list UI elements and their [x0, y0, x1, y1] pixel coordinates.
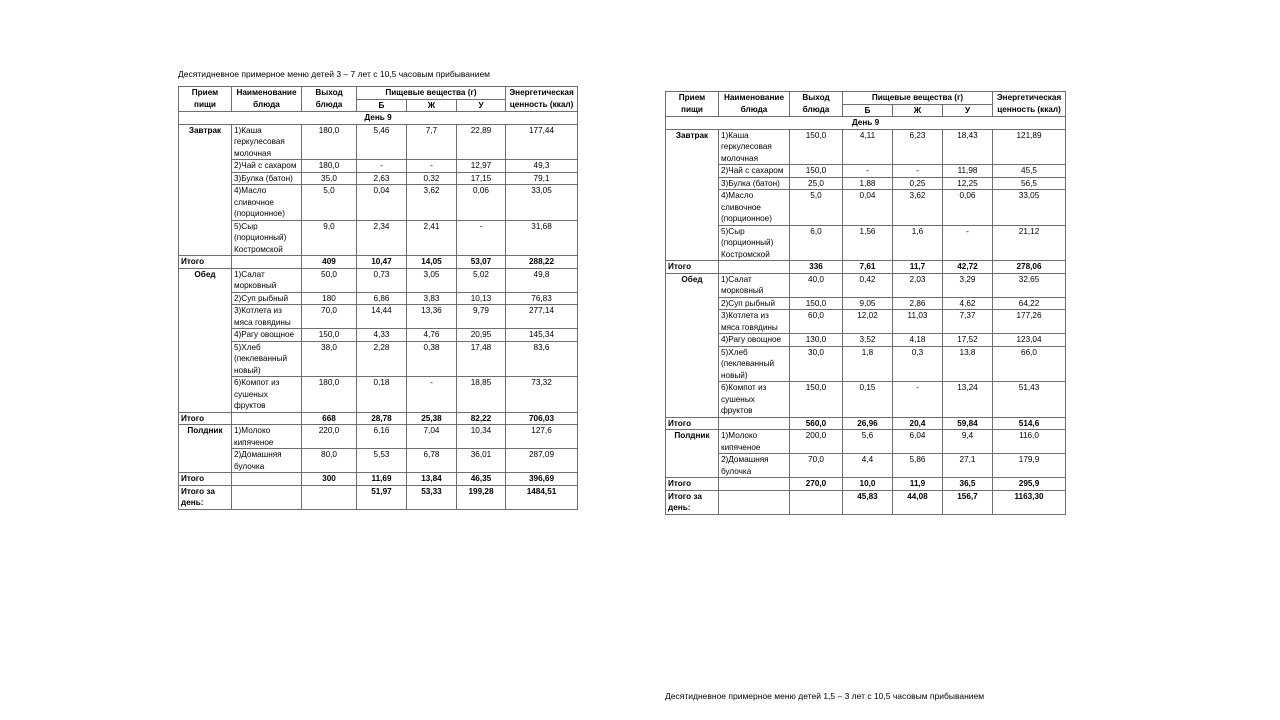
dish-protein: 6,16	[357, 425, 407, 449]
dish-output: 25,0	[790, 177, 843, 190]
dish-protein: 9,05	[843, 297, 893, 310]
dish-carbs: 12,25	[943, 177, 993, 190]
dish-protein: 2,28	[357, 341, 407, 377]
dish-energy: 79,1	[506, 172, 578, 185]
table-row	[666, 382, 1066, 418]
dish-protein: 0,04	[357, 185, 407, 221]
meal-total-row	[666, 261, 1066, 274]
meal-total-energy: 295,9	[993, 478, 1066, 491]
protein-column-header: Б	[357, 99, 407, 112]
dish-fat: 13,36	[407, 305, 457, 329]
dish-output: 38,0	[302, 341, 357, 377]
dish-protein: 6,86	[357, 292, 407, 305]
dish-energy: 287,09	[506, 449, 578, 473]
meal-total-row	[179, 256, 578, 269]
day-total-empty	[719, 490, 790, 514]
meal-total-fat: 14,05	[407, 256, 457, 269]
dish-name: 1)Молоко кипяченое	[232, 425, 302, 449]
dish-name: 3)Котлета из мяса говядины	[232, 305, 302, 329]
dish-fat: 0,25	[893, 177, 943, 190]
dish-protein: 0,42	[843, 273, 893, 297]
dish-carbs: 9,4	[943, 430, 993, 454]
meal-total-output: 560,0	[790, 417, 843, 430]
menu-caption-1-5-3: Десятидневное примерное меню детей 1,5 – 3 лет с 10,5 часовым прибыванием	[665, 691, 985, 701]
dish-carbs: 18,43	[943, 129, 993, 165]
meal-total-empty	[719, 478, 790, 491]
dish-carbs: 3,29	[943, 273, 993, 297]
dish-name: 3)Булка (батон)	[719, 177, 790, 190]
dish-energy: 121,89	[993, 129, 1066, 165]
day-label: День 9	[666, 117, 1066, 130]
meal-total-label: Итого	[666, 478, 719, 491]
dish-energy: 127,6	[506, 425, 578, 449]
meal-total-carbs: 59,84	[943, 417, 993, 430]
protein-column-header: Б	[843, 104, 893, 117]
meal-total-output: 270,0	[790, 478, 843, 491]
day-total-output	[302, 485, 357, 509]
dish-carbs: 10,13	[457, 292, 506, 305]
dish-protein: 1,88	[843, 177, 893, 190]
meal-name: Обед	[179, 268, 232, 412]
dish-carbs: 20,95	[457, 329, 506, 342]
dish-carbs: 10,34	[457, 425, 506, 449]
dish-name: 2)Суп рыбный	[232, 292, 302, 305]
dish-carbs: 17,48	[457, 341, 506, 377]
dish-name: 2)Домашняя булочка	[232, 449, 302, 473]
fat-column-header: Ж	[893, 104, 943, 117]
dish-fat: 0,38	[407, 341, 457, 377]
meal-total-fat: 25,38	[407, 412, 457, 425]
dish-output: 180,0	[302, 377, 357, 413]
dish-protein: 1,8	[843, 346, 893, 382]
table-row	[179, 329, 578, 342]
dish-protein: 2,63	[357, 172, 407, 185]
dish-output: 130,0	[790, 334, 843, 347]
table-row	[179, 220, 578, 256]
dish-fat: 5,86	[893, 454, 943, 478]
meal-total-protein: 28,78	[357, 412, 407, 425]
dish-name: 4)Масло сливочное (порционное)	[719, 190, 790, 226]
day-total-protein: 51,97	[357, 485, 407, 509]
dish-output: 150,0	[302, 329, 357, 342]
meal-total-protein: 26,96	[843, 417, 893, 430]
dish-carbs: 0,06	[943, 190, 993, 226]
dish-name: 2)Суп рыбный	[719, 297, 790, 310]
dish-output: 200,0	[790, 430, 843, 454]
dish-protein: 3,52	[843, 334, 893, 347]
dish-name: 3)Булка (батон)	[232, 172, 302, 185]
dish-protein: 0,18	[357, 377, 407, 413]
meal-total-label: Итого	[666, 261, 719, 274]
dish-fat: 3,05	[407, 268, 457, 292]
dish-carbs: 27,1	[943, 454, 993, 478]
meal-total-carbs: 42,72	[943, 261, 993, 274]
table-row	[666, 165, 1066, 178]
dish-energy: 177,44	[506, 124, 578, 160]
table-row	[666, 177, 1066, 190]
nutrients-column-header: Пищевые вещества (г)	[843, 92, 993, 105]
dish-energy: 177,26	[993, 310, 1066, 334]
dish-name: 2)Чай с сахаром	[232, 160, 302, 173]
table-row	[666, 454, 1066, 478]
dish-fat: 4,18	[893, 334, 943, 347]
dish-fat: 0,3	[893, 346, 943, 382]
table-row	[179, 185, 578, 221]
dish-fat: 6,78	[407, 449, 457, 473]
dish-name: 5)Хлеб (пеклеванный новый)	[719, 346, 790, 382]
dish-output: 60,0	[790, 310, 843, 334]
dish-fat: 2,03	[893, 273, 943, 297]
meal-total-empty	[232, 256, 302, 269]
dish-energy: 45,5	[993, 165, 1066, 178]
dish-carbs: 12,97	[457, 160, 506, 173]
dish-name: 2)Чай с сахаром	[719, 165, 790, 178]
carbs-column-header: У	[943, 104, 993, 117]
dish-name: 6)Компот из сушеных фруктов	[719, 382, 790, 418]
dish-name: 5)Сыр (порционный) Костромской	[719, 225, 790, 261]
dish-energy: 76,83	[506, 292, 578, 305]
meal-total-output: 668	[302, 412, 357, 425]
dish-energy: 33,05	[993, 190, 1066, 226]
table-row	[179, 305, 578, 329]
dish-protein: 4,11	[843, 129, 893, 165]
dish-column-header: Наименование блюда	[232, 87, 302, 112]
dish-energy: 116,0	[993, 430, 1066, 454]
dish-fat: -	[407, 160, 457, 173]
dish-name: 1)Каша геркулесовая молочная	[232, 124, 302, 160]
table-row	[179, 425, 578, 449]
dish-carbs: 7,37	[943, 310, 993, 334]
dish-output: 80,0	[302, 449, 357, 473]
dish-name: 5)Хлеб (пеклеванный новый)	[232, 341, 302, 377]
day-total-energy: 1163,30	[993, 490, 1066, 514]
dish-carbs: 4,62	[943, 297, 993, 310]
day-total-protein: 45,83	[843, 490, 893, 514]
table-row	[666, 430, 1066, 454]
meal-column-header: Прием пищи	[666, 92, 719, 117]
carbs-column-header: У	[457, 99, 506, 112]
meal-name: Полдник	[179, 425, 232, 473]
meal-total-label: Итого	[179, 256, 232, 269]
meal-total-carbs: 53,07	[457, 256, 506, 269]
dish-output: 150,0	[790, 382, 843, 418]
dish-fat: 2,41	[407, 220, 457, 256]
dish-column-header: Наименование блюда	[719, 92, 790, 117]
dish-name: 4)Рагу овощное	[232, 329, 302, 342]
dish-name: 4)Рагу овощное	[719, 334, 790, 347]
meal-total-row	[179, 412, 578, 425]
dish-output: 6,0	[790, 225, 843, 261]
dish-fat: 0,32	[407, 172, 457, 185]
meal-name: Обед	[666, 273, 719, 417]
table-row	[179, 172, 578, 185]
dish-fat: 6,23	[893, 129, 943, 165]
fat-column-header: Ж	[407, 99, 457, 112]
energy-column-header: Энергетическая ценность (ккал)	[993, 92, 1066, 117]
day-total-row	[666, 490, 1066, 514]
dish-protein: 5,46	[357, 124, 407, 160]
dish-carbs: 5,02	[457, 268, 506, 292]
dish-fat: -	[407, 377, 457, 413]
dish-output: 70,0	[302, 305, 357, 329]
table-row	[179, 160, 578, 173]
day-label: День 9	[179, 112, 578, 125]
table-row	[179, 341, 578, 377]
dish-name: 1)Салат морковный	[232, 268, 302, 292]
dish-protein: 14,44	[357, 305, 407, 329]
dish-fat: 3,62	[893, 190, 943, 226]
dish-output: 70,0	[790, 454, 843, 478]
table-row	[666, 129, 1066, 165]
table-row	[179, 377, 578, 413]
dish-protein: 2,34	[357, 220, 407, 256]
meal-total-fat: 11,7	[893, 261, 943, 274]
meal-total-protein: 7,61	[843, 261, 893, 274]
meal-total-empty	[232, 412, 302, 425]
nutrients-column-header: Пищевые вещества (г)	[357, 87, 506, 100]
dish-protein: 5,53	[357, 449, 407, 473]
dish-fat: 11,03	[893, 310, 943, 334]
dish-output: 35,0	[302, 172, 357, 185]
meal-total-label: Итого	[179, 473, 232, 486]
dish-output: 180,0	[302, 124, 357, 160]
table-row	[179, 449, 578, 473]
dish-carbs: 13,8	[943, 346, 993, 382]
dish-protein: 5,6	[843, 430, 893, 454]
dish-protein: 12,02	[843, 310, 893, 334]
dish-name: 3)Котлета из мяса говядины	[719, 310, 790, 334]
dish-energy: 73,32	[506, 377, 578, 413]
dish-protein: -	[357, 160, 407, 173]
dish-protein: -	[843, 165, 893, 178]
dish-energy: 33,05	[506, 185, 578, 221]
dish-fat: -	[893, 165, 943, 178]
dish-carbs: 17,52	[943, 334, 993, 347]
meal-name: Завтрак	[179, 124, 232, 256]
dish-output: 9,0	[302, 220, 357, 256]
table-row	[666, 346, 1066, 382]
dish-name: 4)Масло сливочное (порционное)	[232, 185, 302, 221]
dish-energy: 49,8	[506, 268, 578, 292]
dish-energy: 277,14	[506, 305, 578, 329]
dish-energy: 64,22	[993, 297, 1066, 310]
dish-name: 5)Сыр (порционный) Костромской	[232, 220, 302, 256]
dish-name: 2)Домашняя булочка	[719, 454, 790, 478]
dish-fat: 6,04	[893, 430, 943, 454]
menu-caption-3-7: Десятидневное примерное меню детей 3 – 7 лет с 10,5 часовым прибыванием	[178, 69, 491, 79]
day-total-fat: 53,33	[407, 485, 457, 509]
meal-total-energy: 706,03	[506, 412, 578, 425]
dish-protein: 0,73	[357, 268, 407, 292]
meal-total-energy: 288,22	[506, 256, 578, 269]
dish-protein: 4,33	[357, 329, 407, 342]
dish-energy: 83,6	[506, 341, 578, 377]
dish-protein: 4,4	[843, 454, 893, 478]
dish-fat: 3,62	[407, 185, 457, 221]
dish-fat: 7,7	[407, 124, 457, 160]
meal-total-fat: 13,84	[407, 473, 457, 486]
header-row	[666, 92, 1066, 105]
meal-total-fat: 11,9	[893, 478, 943, 491]
dish-energy: 49,3	[506, 160, 578, 173]
dish-name: 6)Компот из сушеных фруктов	[232, 377, 302, 413]
dish-output: 180	[302, 292, 357, 305]
meal-total-output: 409	[302, 256, 357, 269]
dish-fat: 3,83	[407, 292, 457, 305]
meal-total-label: Итого	[666, 417, 719, 430]
table-row	[666, 225, 1066, 261]
table-row	[666, 190, 1066, 226]
table-row	[666, 297, 1066, 310]
dish-energy: 179,9	[993, 454, 1066, 478]
meal-total-energy: 514,6	[993, 417, 1066, 430]
meal-total-empty	[719, 261, 790, 274]
output-column-header: Выход блюда	[302, 87, 357, 112]
dish-carbs: 22,89	[457, 124, 506, 160]
dish-fat: 4,76	[407, 329, 457, 342]
dish-name: 1)Молоко кипяченое	[719, 430, 790, 454]
day-total-row	[179, 485, 578, 509]
dish-energy: 56,5	[993, 177, 1066, 190]
day-total-energy: 1484,51	[506, 485, 578, 509]
day-total-output	[790, 490, 843, 514]
meal-total-energy: 396,69	[506, 473, 578, 486]
dish-energy: 32,65	[993, 273, 1066, 297]
dish-energy: 145,34	[506, 329, 578, 342]
dish-fat: 1,6	[893, 225, 943, 261]
table-row	[666, 334, 1066, 347]
dish-output: 5,0	[790, 190, 843, 226]
meal-total-label: Итого	[179, 412, 232, 425]
day-total-empty	[232, 485, 302, 509]
meal-total-carbs: 36,5	[943, 478, 993, 491]
table-row	[666, 273, 1066, 297]
dish-energy: 21,12	[993, 225, 1066, 261]
menu-table-1-5-3	[665, 91, 1066, 515]
dish-name: 1)Каша геркулесовая молочная	[719, 129, 790, 165]
dish-output: 50,0	[302, 268, 357, 292]
dish-name: 1)Салат морковный	[719, 273, 790, 297]
dish-protein: 0,04	[843, 190, 893, 226]
meal-total-energy: 278,06	[993, 261, 1066, 274]
dish-energy: 66,0	[993, 346, 1066, 382]
dish-fat: -	[893, 382, 943, 418]
dish-carbs: -	[457, 220, 506, 256]
dish-energy: 31,68	[506, 220, 578, 256]
meal-total-row	[666, 417, 1066, 430]
dish-output: 150,0	[790, 297, 843, 310]
dish-output: 180,0	[302, 160, 357, 173]
meal-total-row	[666, 478, 1066, 491]
day-total-label: Итого за день:	[666, 490, 719, 514]
day-total-fat: 44,08	[893, 490, 943, 514]
table-row	[666, 310, 1066, 334]
dish-output: 150,0	[790, 165, 843, 178]
day-total-label: Итого за день:	[179, 485, 232, 509]
dish-carbs: 13,24	[943, 382, 993, 418]
dish-carbs: 11,98	[943, 165, 993, 178]
output-column-header: Выход блюда	[790, 92, 843, 117]
meal-column-header: Прием пищи	[179, 87, 232, 112]
dish-energy: 51,43	[993, 382, 1066, 418]
meal-total-output: 300	[302, 473, 357, 486]
meal-total-fat: 20,4	[893, 417, 943, 430]
table-row	[179, 268, 578, 292]
menu-table-3-7	[178, 86, 578, 510]
header-row	[179, 87, 578, 100]
dish-fat: 7,04	[407, 425, 457, 449]
table-row	[179, 292, 578, 305]
dish-output: 220,0	[302, 425, 357, 449]
day-total-carbs: 199,28	[457, 485, 506, 509]
dish-protein: 0,15	[843, 382, 893, 418]
dish-carbs: 18,85	[457, 377, 506, 413]
day-row	[666, 117, 1066, 130]
dish-fat: 2,86	[893, 297, 943, 310]
dish-output: 30,0	[790, 346, 843, 382]
dish-energy: 123,04	[993, 334, 1066, 347]
meal-total-carbs: 82,22	[457, 412, 506, 425]
energy-column-header: Энергетическая ценность (ккал)	[506, 87, 578, 112]
dish-output: 150,0	[790, 129, 843, 165]
day-total-carbs: 156,7	[943, 490, 993, 514]
meal-total-empty	[719, 417, 790, 430]
dish-carbs: 36,01	[457, 449, 506, 473]
table-row	[179, 124, 578, 160]
dish-carbs: -	[943, 225, 993, 261]
dish-protein: 1,56	[843, 225, 893, 261]
dish-carbs: 17,15	[457, 172, 506, 185]
meal-total-protein: 10,47	[357, 256, 407, 269]
meal-total-carbs: 46,35	[457, 473, 506, 486]
meal-total-protein: 11,69	[357, 473, 407, 486]
dish-carbs: 0,06	[457, 185, 506, 221]
meal-total-empty	[232, 473, 302, 486]
dish-carbs: 9,79	[457, 305, 506, 329]
dish-output: 5,0	[302, 185, 357, 221]
meal-total-output: 336	[790, 261, 843, 274]
dish-output: 40,0	[790, 273, 843, 297]
day-row	[179, 112, 578, 125]
meal-name: Завтрак	[666, 129, 719, 261]
meal-name: Полдник	[666, 430, 719, 478]
meal-total-protein: 10,0	[843, 478, 893, 491]
meal-total-row	[179, 473, 578, 486]
